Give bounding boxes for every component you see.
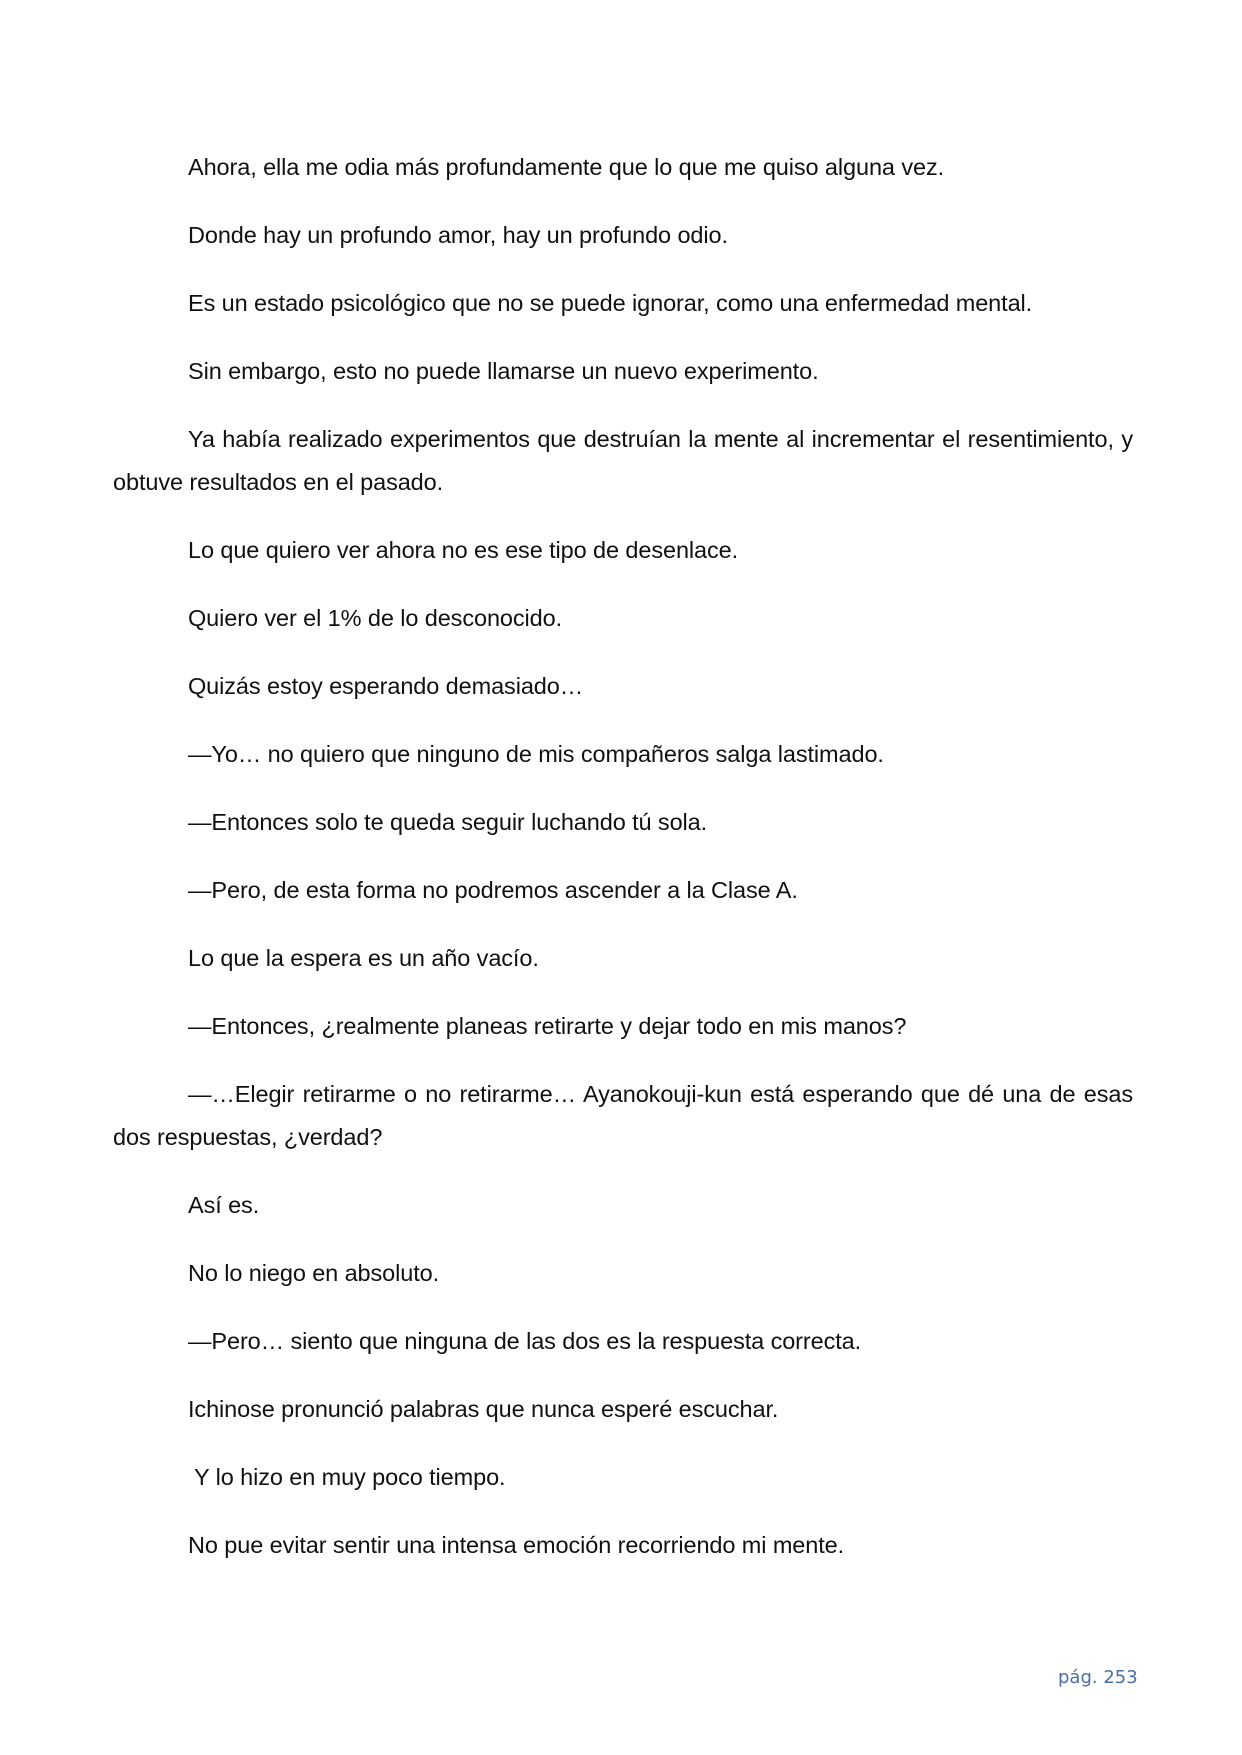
paragraph: Es un estado psicológico que no se puede ignorar, como una enfermedad mental. [188, 290, 1033, 316]
dialogue-paragraph: —Pero, de esta forma no podremos ascender a la Clase A. [188, 877, 798, 903]
paragraph: Y lo hizo en muy poco tiempo. [194, 1464, 506, 1490]
paragraph: Así es. [188, 1192, 260, 1218]
paragraph: Quizás estoy esperando demasiado… [188, 673, 584, 699]
paragraph: No lo niego en absoluto. [188, 1260, 440, 1286]
paragraph: Lo que la espera es un año vacío. [188, 945, 539, 971]
body-text [113, 146, 1133, 1592]
paragraph: Quiero ver el 1% de lo desconocido. [188, 605, 563, 631]
paragraph: Ahora, ella me odia más profundamente que lo que me quiso alguna vez. [188, 154, 945, 180]
paragraph: No pue evitar sentir una intensa emoción recorriendo mi mente. [188, 1532, 845, 1558]
page-number: pág. 253 [1058, 1667, 1138, 1688]
dialogue-paragraph: —…Elegir retirarme o no retirarme… Ayanokouji-kun está esperando que dé una de esas dos respuestas, ¿verdad? [113, 1081, 1133, 1150]
dialogue-paragraph: —Yo… no quiero que ninguno de mis compañeros salga lastimado. [188, 741, 884, 767]
paragraph: Ya había realizado experimentos que destruían la mente al incrementar el resentimiento, y obtuve resultados en el pasado. [113, 426, 1133, 495]
paragraph: Lo que quiero ver ahora no es ese tipo de desenlace. [188, 537, 739, 563]
dialogue-paragraph: —Entonces, ¿realmente planeas retirarte y dejar todo en mis manos? [188, 1013, 907, 1039]
paragraph: Ichinose pronunció palabras que nunca esperé escuchar. [188, 1396, 779, 1422]
paragraph: Donde hay un profundo amor, hay un profundo odio. [188, 222, 728, 248]
paragraph: Sin embargo, esto no puede llamarse un nuevo experimento. [188, 358, 819, 384]
dialogue-paragraph: —Pero… siento que ninguna de las dos es la respuesta correcta. [188, 1328, 862, 1354]
dialogue-paragraph: —Entonces solo te queda seguir luchando tú sola. [188, 809, 708, 835]
